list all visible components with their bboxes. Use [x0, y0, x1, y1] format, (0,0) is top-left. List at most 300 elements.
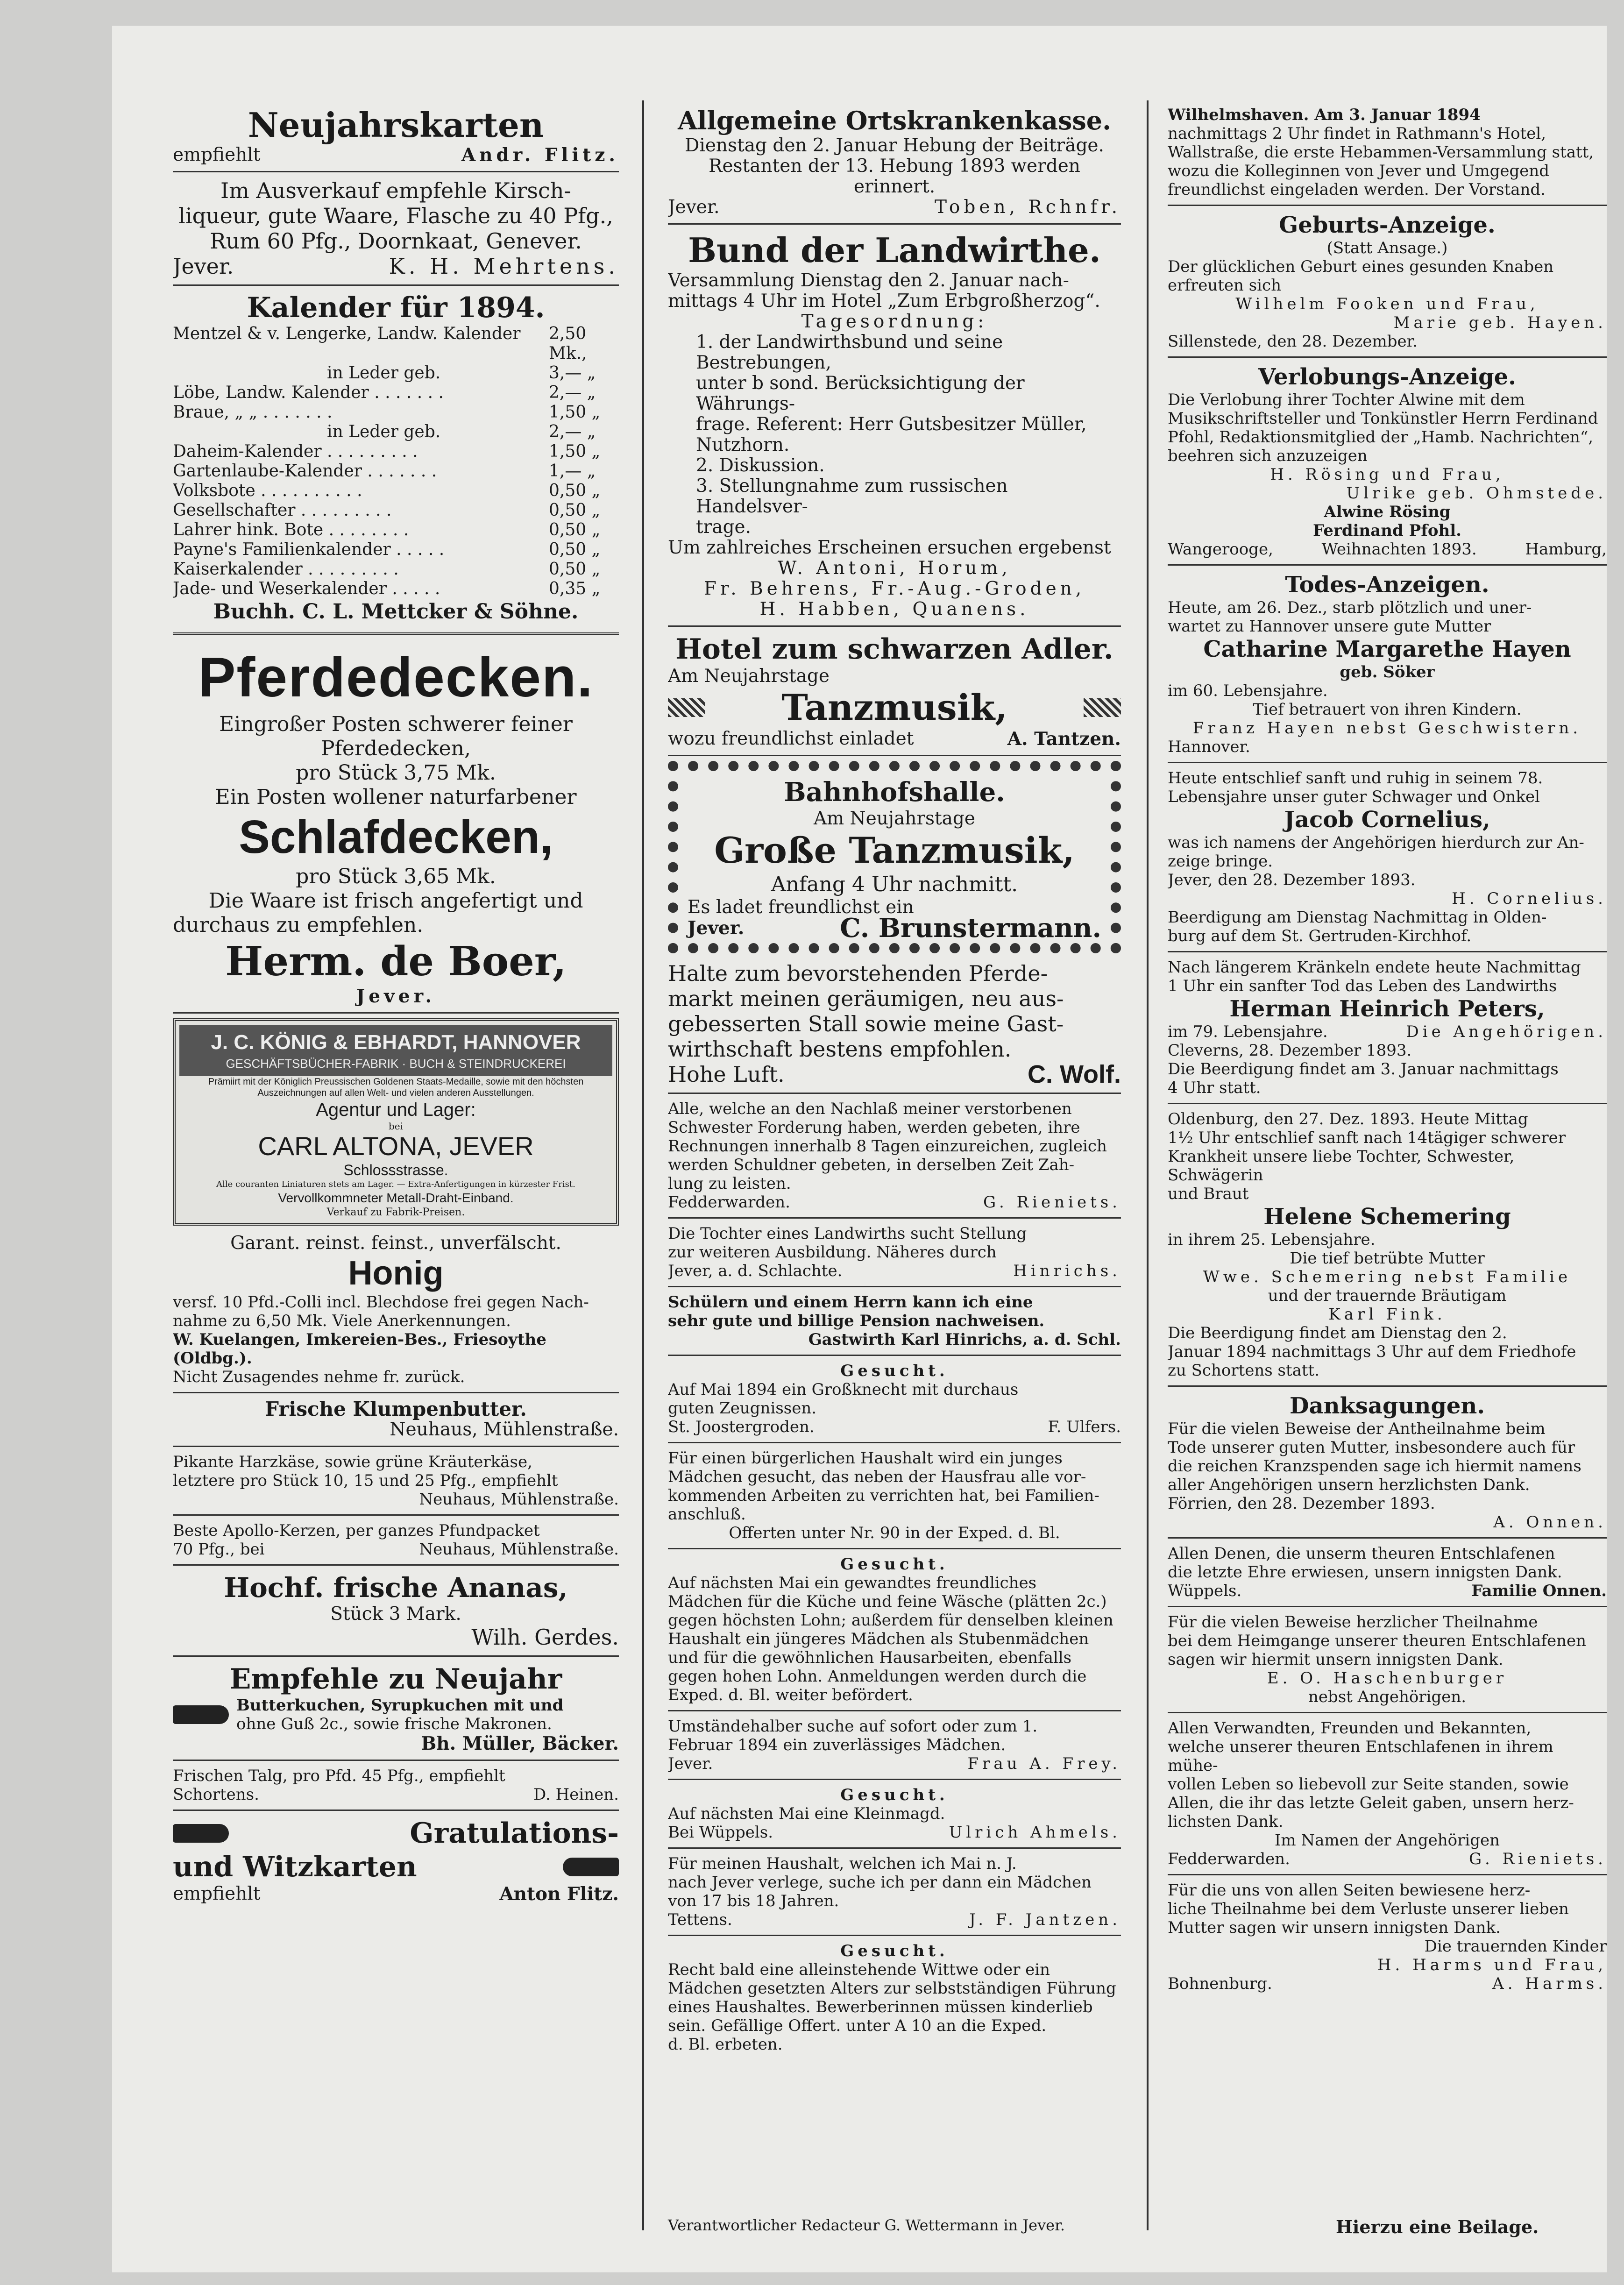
divider [173, 632, 619, 635]
ad-gesucht-kleinmagd [668, 1783, 1121, 1845]
divider [1168, 762, 1607, 763]
ad-kalender [173, 289, 619, 628]
column-middle [668, 103, 1121, 2251]
ad-line: Frischen Talg, pro Pfd. 45 Pfg., empfiehlt [173, 1767, 505, 1785]
ad-signature: Ulrich Ahmels. [949, 1823, 1121, 1842]
koenig-carl: CARL ALTONA, JEVER [258, 1131, 534, 1161]
ad-signature: H. Cornelius. [1452, 889, 1607, 908]
ad-line: W. Kuelangen, Imkereien-Bes., Friesoythe (Oldbg.). [173, 1330, 546, 1368]
ad-name: Jacob Cornelius, [1284, 807, 1490, 833]
ad-nachlass [668, 1097, 1121, 1214]
ad-line: Stück 3 Mark. [330, 1604, 461, 1625]
ad-line: zeige bringe. [1168, 852, 1273, 871]
divider [173, 1564, 619, 1566]
ad-place: Bohnenburg. [1168, 1974, 1272, 1993]
kalender-item [173, 501, 619, 520]
ad-line: Eingroßer Posten schwerer feiner Pferdedecken, [219, 712, 573, 760]
ad-line: Nach längerem Kränkeln endete heute Nachmittag [1168, 958, 1581, 977]
ad-signature: E. O. Haschenburger [1267, 1669, 1508, 1688]
ad-bund-der-landwirthe [668, 227, 1121, 623]
ad-title: Gesucht. [840, 1362, 949, 1380]
ad-line: Am Neujahrstage [668, 666, 830, 687]
ad-line: lung zu leisten. [668, 1174, 791, 1193]
ad-signature: G. Rieniets. [1469, 1850, 1607, 1868]
ad-apollo [173, 1519, 619, 1561]
divider [173, 284, 619, 286]
ad-place: Hohe Luft. [668, 1062, 785, 1087]
ad-line: Heute, am 26. Dez., starb plötzlich und uner- [1168, 598, 1532, 617]
divider [173, 1514, 619, 1516]
ad-title: Honig [348, 1255, 444, 1292]
ad-text: wozu freundlichst einladet [668, 728, 914, 749]
ad-koenig-ebhardt [173, 1018, 619, 1226]
ad-signature: F. Ulfers. [1048, 1418, 1121, 1436]
ad-line: und Braut [1168, 1185, 1249, 1203]
ad-line: nahme zu 6,50 Mk. Viele Anerkennungen. [173, 1312, 511, 1330]
ad-line: eines Haushaltes. Bewerberinnen müssen kinderlieb [668, 1998, 1093, 2016]
ad-line: die letzte Ehre erwiesen, unsern innigsten Dank. [1168, 1563, 1562, 1582]
ad-line: zu Schortens statt. [1168, 1361, 1320, 1380]
ad-line: sagen wir hiermit unsern innigsten Dank. [1168, 1650, 1503, 1669]
ad-line: lichsten Dank. [1168, 1812, 1284, 1831]
ad-place: Sillenstede, den 28. Dezember. [1168, 332, 1418, 351]
ad-frey [668, 1714, 1121, 1776]
ad-line: Tagesordnung: [801, 311, 988, 332]
divider [173, 1760, 619, 1761]
ad-signature: W. Antoni, Horum, [778, 558, 1011, 579]
divider [1168, 1385, 1607, 1387]
divider [1168, 1712, 1607, 1713]
ad-line: Pfohl, Redaktionsmitglied der „Hamb. Nachrichten“, [1168, 428, 1594, 447]
ad-line: Tief betrauert von ihren Kindern. [1253, 700, 1522, 719]
ad-signature: Bh. Müller, Bäcker. [421, 1733, 619, 1754]
ad-place: Fedderwarden. [1168, 1850, 1290, 1868]
koenig-name: J. C. KÖNIG & EBHARDT, HANNOVER [211, 1031, 581, 1054]
ad-title-2: Große Tanzmusik, [714, 830, 1075, 871]
ad-title: Gratulations- [410, 1817, 619, 1850]
divider [668, 1217, 1121, 1219]
kalender-item [173, 461, 619, 481]
ad-text: empfiehlt [173, 1883, 261, 1904]
koenig-sub: GESCHÄFTSBÜCHER-FABRIK · BUCH & STEINDRUCKEREI [226, 1057, 566, 1071]
divider [668, 625, 1121, 627]
kalender-item-price: 0,50 „ [549, 520, 601, 539]
kalender-item-price: 1,— „ [549, 461, 596, 481]
ad-line: Um zahlreiches Erscheinen ersuchen ergebenst [668, 537, 1111, 558]
ad-date: Weihnachten 1893. [1321, 540, 1477, 559]
ad-line: anschluß. [668, 1505, 746, 1524]
ad-signature: Toben, Rchnfr. [934, 197, 1121, 218]
ad-pension [668, 1290, 1121, 1352]
ad-line: versf. 10 Pfd.-Colli incl. Blechdose frei gegen Nach- [173, 1293, 589, 1312]
ad-line: Offerten unter Nr. 90 in der Exped. d. Bl. [729, 1524, 1060, 1542]
kalender-item-price: 0,50 „ [549, 540, 601, 559]
kalender-item-name: Jade- und Weserkalender . . . . . [173, 579, 440, 598]
ad-line: Nicht Zusagendes nehme fr. zurück. [173, 1368, 465, 1386]
kalender-item-price: 0,35 „ [549, 579, 601, 598]
ad-line: Versammlung Dienstag den 2. Januar nach- [668, 270, 1069, 291]
ad-line: liche Theilnahme bei dem Verluste unserer lieben [1168, 1900, 1569, 1918]
ad-signature: Anton Flitz. [499, 1883, 619, 1905]
ad-line: welche unserer theuren Entschlafenen in ihrem mühe- [1168, 1738, 1553, 1775]
ad-title: Pferdedecken. [198, 646, 594, 709]
ad-line: Mädchen gesucht, das neben der Hausfrau alle vor- [668, 1468, 1086, 1486]
kalender-item-name: in Leder geb. [327, 363, 441, 383]
ad-line: Beste Apollo-Kerzen, per ganzes Pfundpacket [173, 1521, 540, 1540]
ad-place: Bei Wüppels. [668, 1823, 773, 1842]
ad-talg [173, 1764, 619, 1807]
ad-line: Die Waare ist frisch angefertigt und [208, 889, 583, 913]
ad-place: Hamburg, [1525, 540, 1607, 559]
ad-signature: A. Harms. [1492, 1974, 1607, 1993]
ad-verlobung [1168, 361, 1607, 561]
ad-signature: Familie Onnen. [1471, 1582, 1607, 1600]
ad-signature: Neuhaus, Mühlenstraße. [390, 1419, 619, 1440]
agenda-item: Nutzhorn. [696, 434, 790, 455]
kalender-item-price: 1,50 „ [549, 442, 601, 461]
ad-title: Geburts-Anzeige. [1279, 212, 1496, 238]
ad-line: Die Beerdigung findet am 3. Januar nachmittags [1168, 1060, 1559, 1079]
ad-signature: Neuhaus, Mühlenstraße. [419, 1490, 619, 1509]
ad-todes-cornelius [1168, 766, 1607, 948]
ad-line: nachmittags 2 Uhr findet in Rathmann's Hotel, [1168, 124, 1546, 143]
kalender-item-name: Löbe, Landw. Kalender . . . . . . . [173, 383, 444, 402]
ad-place: Wüppels. [1168, 1582, 1242, 1600]
ad-line: wartet zu Hannover unsere gute Mutter [1168, 617, 1491, 636]
koenig-agentur: Agentur und Lager: [316, 1100, 476, 1120]
ad-danksagung-rieniets [1168, 1716, 1607, 1871]
ad-title: Verlobungs-Anzeige. [1258, 364, 1516, 390]
kalender-item [173, 383, 619, 403]
ad-line: Januar 1894 nachmittags 3 Uhr auf dem Friedhofe [1168, 1342, 1576, 1361]
ad-line: Es ladet freundlichst ein [688, 897, 914, 918]
ad-line: Für meinen Haushalt, welchen ich Mai n. J. [668, 1854, 1017, 1873]
kalender-item-name: Gartenlaube-Kalender . . . . . . . [173, 461, 437, 481]
ad-name: Wilhelm Fooken und Frau, [1235, 295, 1539, 313]
ad-title: Kalender für 1894. [247, 291, 545, 324]
ad-line: Heute entschlief sanft und ruhig in seinem 78. [1168, 769, 1543, 788]
ad-harzkaese [173, 1450, 619, 1512]
ad-line: im 60. Lebensjahre. [1168, 681, 1328, 700]
ornament-icon [668, 698, 705, 717]
footer-beilage: Hierzu eine Beilage. [1336, 2216, 1539, 2237]
ad-signature: Neuhaus, Mühlenstraße. [419, 1540, 619, 1559]
divider [668, 1355, 1121, 1356]
ad-line: Garant. reinst. feinst., unverfälscht. [230, 1233, 561, 1254]
kalender-item-name: Mentzel & v. Lengerke, Landw. Kalender [173, 324, 521, 343]
ad-signature: Gastwirth Karl Hinrichs, a. d. Schl. [808, 1330, 1121, 1349]
agenda-item: unter b sond. Berücksichtigung der Währungs- [696, 373, 1025, 414]
ad-klumpenbutter [173, 1396, 619, 1443]
ad-name: H. Rösing und Frau, [1270, 465, 1504, 484]
ad-title: Bahnhofshalle. [784, 777, 1005, 808]
agenda-item: 1. der Landwirthsbund und seine Bestrebungen, [696, 332, 1003, 373]
ad-place: Jever. [688, 917, 745, 939]
ad-line: Allen, die ihr das letzte Geleit gaben, unsern herz- [1168, 1794, 1574, 1812]
kalender-item-name: Payne's Familienkalender . . . . . [173, 540, 445, 559]
ad-signature: Andr. Flitz. [461, 144, 619, 166]
ad-signature: Franz Hayen nebst Geschwistern. [1192, 719, 1582, 738]
ad-line: Mädchen gesetzten Alters zur selbstständigen Führung [668, 1979, 1116, 1998]
ad-gesucht-maedchen [668, 1552, 1121, 1707]
ad-line: Der glücklichen Geburt eines gesunden Knaben [1168, 257, 1554, 276]
ad-line: durchaus zu empfehlen. [173, 913, 424, 937]
ad-danksagung-onnen [1168, 1390, 1607, 1534]
ad-bahnhofshalle [668, 761, 1121, 953]
kalender-item-name: in Leder geb. [327, 422, 441, 441]
ad-line: Schülern und einem Herrn kann ich eine [668, 1293, 1033, 1312]
ad-line: Tode unserer guten Mutter, insbesondere auch für [1168, 1438, 1575, 1457]
kalender-item-name: Braue, „ „ . . . . . . . [173, 403, 333, 422]
divider [1168, 205, 1607, 206]
kalender-item-price: 0,50 „ [549, 501, 601, 520]
ad-line: Oldenburg, den 27. Dez. 1893. Heute Mittag [1168, 1110, 1528, 1128]
koenig-verkauf: Verkauf zu Fabrik-Preisen. [326, 1206, 465, 1218]
kalender-item-price: 2,— „ [549, 422, 596, 441]
ad-line: Für einen bürgerlichen Haushalt wird ein junges [668, 1449, 1063, 1468]
kalender-item-name: Gesellschafter . . . . . . . . . [173, 501, 392, 520]
ad-title: Gesucht. [840, 1942, 949, 1960]
ad-line: Dienstag den 2. Januar Hebung der Beiträge. [685, 135, 1104, 156]
ad-line: Umständehalber suche auf sofort oder zum 1. [668, 1717, 1038, 1736]
ad-line: gebesserten Stall sowie meine Gast- [668, 1011, 1064, 1036]
divider [1168, 951, 1607, 952]
kalender-item [173, 481, 619, 501]
ad-line: beehren sich anzuzeigen [1168, 447, 1368, 465]
ad-place: Fedderwarden. [668, 1193, 790, 1212]
ad-line: sehr gute und billige Pension nachweisen. [668, 1312, 1045, 1330]
ad-mehrtens [173, 175, 619, 282]
ad-place: Hannover. [1168, 738, 1250, 756]
ad-line: Pikante Harzkäse, sowie grüne Kräuterkäse, [173, 1453, 532, 1471]
ad-signature: J. F. Jantzen. [969, 1910, 1121, 1929]
divider [668, 1442, 1121, 1443]
ad-line: Auf Mai 1894 ein Großknecht mit durchaus [668, 1380, 1019, 1399]
ad-name: Marie geb. Hayen. [1393, 313, 1607, 332]
ad-line: Für die uns von allen Seiten bewiesene herz- [1168, 1881, 1531, 1900]
ad-line: ohne Guß 2c., sowie frische Makronen. [236, 1715, 552, 1733]
kalender-item [173, 579, 619, 599]
koenig-street: Schlossstrasse. [343, 1162, 448, 1178]
ad-line: in ihrem 25. Lebensjahre. [1168, 1230, 1376, 1249]
ad-line: burg auf dem St. Gertruden-Kirchhof. [1168, 927, 1472, 945]
ad-place: Wangerooge, [1168, 540, 1273, 559]
ad-gesucht-grossknecht [668, 1359, 1121, 1439]
ad-line: Beerdigung am Dienstag Nachmittag in Olden- [1168, 908, 1547, 927]
ad-place: Jever. [668, 1754, 713, 1773]
ad-line: Karl Fink. [1328, 1305, 1446, 1324]
divider [1168, 564, 1607, 566]
ad-line: gegen höchsten Lohn; außerdem für denselben kleinen [668, 1611, 1113, 1630]
agenda-item: 2. Diskussion. [696, 455, 825, 476]
ad-title-2: Tanzmusik, [781, 687, 1007, 728]
ad-line: Die Beerdigung findet am Dienstag den 2. [1168, 1324, 1507, 1342]
kalender-item-price: 0,50 „ [549, 560, 601, 579]
ad-firm: Herm. de Boer, [225, 938, 567, 985]
ad-line: markt meinen geräumigen, neu aus- [668, 986, 1064, 1011]
ad-line: Die Tochter eines Landwirths sucht Stellung [668, 1224, 1027, 1243]
ad-place: St. Joostergroden. [668, 1418, 815, 1436]
ad-line: Jever, den 28. Dezember 1893. [1168, 871, 1416, 889]
ad-line: 4 Uhr statt. [1168, 1079, 1261, 1097]
ad-title-2: Schlafdecken, [239, 811, 553, 863]
ad-signature: Wilh. Gerdes. [471, 1625, 619, 1650]
ad-line: pro Stück 3,65 Mk. [296, 865, 496, 888]
divider [173, 1655, 619, 1657]
column-right [1168, 103, 1607, 2251]
ad-hotel-schwarzer-adler [668, 630, 1121, 752]
kalender-item [173, 363, 619, 383]
ad-todes-peters [1168, 955, 1607, 1100]
koenig-metal: Vervollkommneter Metall-Draht-Einband. [278, 1191, 514, 1205]
kalender-item-name: Volksbote . . . . . . . . . . [173, 481, 362, 500]
ad-line: Februar 1894 ein zuverlässiges Mädchen. [668, 1736, 1006, 1754]
column-rule-left [642, 100, 644, 2230]
ad-place: Schortens. [173, 1785, 259, 1804]
ad-ortskrankenkasse [668, 103, 1121, 220]
ad-line: Cleverns, 28. Dezember 1893. [1168, 1041, 1412, 1060]
divider [173, 1446, 619, 1447]
ad-line: Exped. d. Bl. weiter befördert. [668, 1686, 913, 1704]
ornament-icon [1084, 698, 1121, 717]
ad-signature: Buchh. C. L. Mettcker & Söhne. [213, 600, 579, 624]
ad-pferdedecken [173, 639, 619, 1009]
ad-line: gegen hohen Lohn. Anmeldungen werden durch die [668, 1667, 1087, 1686]
ad-line: Mädchen für die Küche und feine Wäsche (plätten 2c.) [668, 1592, 1107, 1611]
ad-line: Förrien, den 28. Dezember 1893. [1168, 1494, 1435, 1513]
footer-editor: Verantwortlicher Redacteur G. Wettermann in Jever. [668, 2216, 1065, 2234]
ad-line: Rum 60 Pfg., Doornkaat, Genever. [210, 228, 582, 254]
ad-line: freundlichst eingeladen werden. Der Vorstand. [1168, 180, 1546, 199]
ad-signature: nebst Angehörigen. [1308, 1688, 1467, 1706]
divider [668, 1093, 1121, 1094]
ad-line: Schwester Forderung haben, werden gebeten, ihre [668, 1118, 1080, 1137]
ad-line: (Statt Ansage.) [1326, 239, 1448, 257]
ad-line: Im Ausverkauf empfehle Kirsch- [220, 178, 571, 203]
ad-line: vollen Leben so liebevoll zur Seite standen, sowie [1168, 1775, 1569, 1794]
ad-line: zur weiteren Ausbildung. Näheres durch [668, 1243, 997, 1262]
ad-line: Alle, welche an den Nachlaß meiner verstorbenen [668, 1100, 1072, 1118]
ad-line: von 17 bis 18 Jahren. [668, 1892, 839, 1910]
ad-name: Herman Heinrich Peters, [1229, 996, 1545, 1022]
divider [173, 1810, 619, 1811]
pointing-hand-icon [173, 1705, 229, 1724]
ad-wilhelmshaven [1168, 103, 1607, 202]
ad-line: Lebensjahre unser guter Schwager und Onkel [1168, 788, 1540, 806]
ad-line: Restanten der 13. Hebung 1893 werden erinnert. [709, 156, 1080, 197]
ad-line: Wallstraße, die erste Hebammen-Versammlung statt, [1168, 143, 1594, 162]
ad-signature: Frau A. Frey. [967, 1754, 1121, 1773]
ad-signature: C. Brunstermann. [840, 913, 1101, 944]
ad-line: liqueur, gute Waare, Flasche zu 40 Pfg., [178, 203, 613, 228]
ad-line: nach Jever verlege, suche ich per dann ein Mädchen [668, 1873, 1092, 1892]
ad-title: Hotel zum schwarzen Adler. [675, 633, 1113, 666]
ad-title: Empfehle zu Neujahr [229, 1663, 562, 1696]
divider [668, 755, 1121, 756]
ad-line: erfreuten sich [1168, 276, 1281, 295]
ad-line: Halte zum bevorstehenden Pferde- [668, 961, 1048, 986]
ad-title: Gesucht. [840, 1555, 949, 1574]
ad-signature: H. Harms und Frau, [1377, 1956, 1607, 1974]
ad-line: Im Namen der Angehörigen [1274, 1831, 1500, 1850]
ad-haushalt [668, 1446, 1121, 1545]
divider [1168, 1537, 1607, 1539]
ad-line: wirthschaft bestens empfohlen. [668, 1036, 1012, 1062]
koenig-note: Prämiirt mit der Königlich Preussischen Goldenen Staats-Medaille, sowie mit den höchsten Auszeichnungen auf allen Welt- und vielen anderen Ausstellungen. [208, 1077, 584, 1098]
ad-line: Allen Verwandten, Freunden und Bekannten, [1168, 1719, 1532, 1738]
ad-text: empfiehlt [173, 144, 261, 165]
ad-line: Recht bald eine alleinstehende Wittwe oder ein [668, 1960, 1050, 1979]
ad-gratulationskarten [173, 1814, 619, 1907]
ad-line: Die trauernden Kinder [1424, 1937, 1607, 1956]
ad-signature: G. Rieniets. [983, 1193, 1121, 1212]
divider [668, 1847, 1121, 1849]
divider [668, 1935, 1121, 1936]
ad-danksagung-haschenburger [1168, 1610, 1607, 1709]
ad-line: kommenden Arbeiten zu verrichten hat, bei Familien- [668, 1486, 1099, 1505]
kalender-item [173, 520, 619, 540]
ad-danksagung-familie-onnen [1168, 1541, 1607, 1603]
column-left [173, 103, 619, 2251]
column-rule-right [1147, 100, 1149, 2230]
ad-title: Allgemeine Ortskrankenkasse. [678, 106, 1111, 135]
ad-line: Musikschriftsteller und Tonkünstler Herrn Ferdinand [1168, 409, 1598, 428]
kalender-item-price: 0,50 „ [549, 481, 601, 500]
ad-line: Haushalt ein jüngeres Mädchen als Stubenmädchen [668, 1630, 1089, 1648]
ad-line: guten Zeugnissen. [668, 1399, 817, 1418]
divider [668, 1548, 1121, 1549]
ad-signature: K. H. Mehrtens. [389, 254, 619, 279]
kalender-item-name: Lahrer hink. Bote . . . . . . . . [173, 520, 409, 539]
ad-line: und der trauernde Bräutigam [1268, 1286, 1507, 1305]
ad-line: Für die vielen Beweise der Antheilnahme beim [1168, 1419, 1546, 1438]
divider [173, 1392, 619, 1393]
ad-place: Jever, a. d. Schlachte. [668, 1262, 843, 1280]
ad-signature: C. Wolf. [1028, 1060, 1121, 1088]
ad-line: Allen Denen, die unserm theuren Entschlafenen [1168, 1544, 1555, 1563]
ad-title: Hochf. frische Ananas, [224, 1572, 568, 1604]
kalender-item [173, 422, 619, 442]
kalender-item [173, 403, 619, 422]
koenig-small: Alle couranten Liniaturen stets am Lager. — Extra-Anfertigungen in kürzester Frist. [216, 1179, 575, 1189]
kalender-item [173, 560, 619, 579]
ad-todes-schemering [1168, 1107, 1607, 1383]
divider [1168, 1874, 1607, 1875]
koenig-banner [179, 1025, 612, 1076]
kalender-item [173, 442, 619, 461]
ad-signature: Die Angehörigen. [1406, 1022, 1607, 1041]
ad-geburt [1168, 209, 1607, 354]
divider [1168, 356, 1607, 358]
ad-line: und für die gewöhnlichen Hausarbeiten, ebenfalls [668, 1648, 1072, 1667]
ad-signature: A. Tantzen. [1007, 728, 1121, 750]
ad-title: Todes-Anzeigen. [1285, 572, 1489, 598]
ad-place: Jever. [173, 254, 234, 279]
ad-line: bei dem Heimgange unserer theuren Entschlafenen [1168, 1632, 1587, 1650]
divider [173, 1012, 619, 1014]
ad-name: Ulrike geb. Ohmstede. [1346, 484, 1607, 503]
kalender-item-price: 2,— „ [549, 383, 596, 402]
ad-line: werden Schuldner gebeten, in derselben Zeit Zah- [668, 1156, 1075, 1174]
ad-title: Frische Klumpenbutter. [265, 1398, 527, 1420]
koenig-bei: bei [388, 1121, 404, 1132]
ad-line: 1½ Uhr entschlief sanft nach 14tägiger schwerer [1168, 1128, 1566, 1147]
divider [668, 223, 1121, 225]
ad-line: Wwe. Schemering nebst Familie [1203, 1268, 1572, 1286]
ad-line: 1 Uhr ein sanfter Tod das Leben des Landwirths [1168, 977, 1557, 995]
ad-gesucht-wittwe [668, 1939, 1121, 2057]
ad-place: Jever. [356, 986, 436, 1007]
